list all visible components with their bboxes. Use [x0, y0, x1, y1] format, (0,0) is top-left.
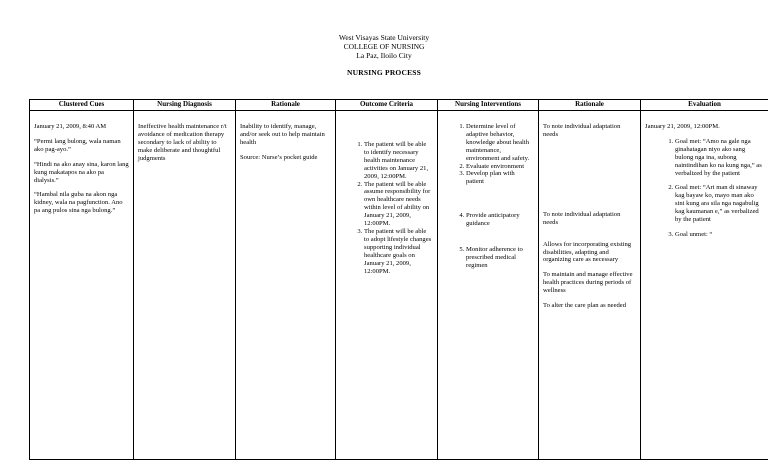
evaluation-cell [641, 111, 768, 460]
rationale-cell [236, 111, 336, 460]
university-name: West Visayas State University [338, 33, 430, 42]
column-header: Evaluation [641, 100, 768, 111]
outcome-item: 2. The patient will be able assume responsibility for own healthcare needs within level of ability on January 21, 2009, 12:00PM. [364, 181, 433, 228]
column-header: Rationale [236, 100, 336, 111]
intervention-rationale: To alter the care plan as needed [543, 302, 627, 310]
column-header: Rationale [539, 100, 641, 111]
nursing-process-table [29, 99, 768, 460]
cue-quote: “Permi lang bulong, wala naman ako pag-ayo.” [34, 137, 121, 153]
outcome-item: 3. The patient will be able to adopt lifestyle changes supporting individual healthcare goals on January 21, 2009, 12:00PM. [364, 228, 433, 275]
rationale-text: Inability to identify, manage, and/or seek out to help maintain health [240, 123, 325, 146]
nursing-diagnosis-cell [134, 111, 236, 460]
nursing-interventions-cell [438, 111, 539, 460]
college-name: COLLEGE OF NURSING [343, 42, 425, 51]
intervention-rationale: To note individual adaptation needs [543, 210, 621, 226]
outcome-item: 1. The patient will be able to identify necessary health maintenance activities on January 21, 2009, 12:00PM. [364, 141, 433, 181]
intervention-item: 1. Determine level of adaptive behavior, knowledge about health maintenance, environment and safety. [466, 123, 534, 163]
intervention-rationale: To maintain and manage effective health practices during periods of wellness [543, 271, 633, 295]
rationale-source: Source: Nurse’s pocket guide [240, 153, 318, 161]
intervention-rationale: Allows for incorporating existing disabilities, adapting and organizing care as necessary [543, 240, 632, 264]
outcome-criteria-cell [336, 111, 438, 460]
intervention-list [442, 123, 534, 270]
cues-date: January 21, 2009, 8:40 AM [34, 123, 107, 130]
intervention-rationale-cell [539, 111, 641, 460]
table-row [30, 111, 768, 460]
intervention-rationale: To note individual adaptation needs [543, 123, 621, 138]
evaluation-date: January 21, 2009, 12:00PM. [645, 123, 720, 130]
intervention-item: 5. Monitor adherence to prescribed medical regimen [466, 246, 534, 270]
evaluation-item: 3. Goal unmet: “ [675, 231, 764, 239]
intervention-item: 2. Evaluate environment [466, 163, 534, 171]
column-header: Nursing Interventions [438, 100, 539, 111]
diagnosis-text: Ineffective health maintenance r/t avoidance of medication therapy secondary to lack of ability to make deliberate and thoughtful judgments [138, 123, 227, 162]
cue-quote: “Hindi na ako anay sina, karon lang kung makatapos na ako pa dialysis.” [34, 160, 129, 184]
cue-quote: “Hambal nila guba na akon nga kidney, wala na pagfunction. Ano pa ang pulos sina nga bulong.” [34, 191, 123, 215]
table-header-row [30, 100, 768, 111]
document-title: NURSING PROCESS [346, 68, 422, 77]
column-header: Outcome Criteria [336, 100, 438, 111]
document-header [0, 33, 768, 77]
intervention-item: 3. Develop plan with patient [466, 170, 534, 186]
intervention-item: 4. Provide anticipatory guidance [466, 212, 534, 228]
outcome-list [340, 141, 433, 275]
column-header: Clustered Cues [30, 100, 134, 111]
evaluation-item: 1. Goal met: “Amo na gale nga ginahatagan niyo ako sang bulong nga ina, subong naintindihan ko na kung nga,” as verbalized by the patient [675, 138, 764, 178]
evaluation-list [645, 138, 764, 239]
evaluation-item: 2. Goal met: “Ari man di sinaway kag bayaw ko, mayo man ako sini kung ara sila nga nagabulig kag kaumanan e,” as verbalized by the patient [675, 184, 764, 224]
clustered-cues-cell [30, 111, 134, 460]
column-header: Nursing Diagnosis [134, 100, 236, 111]
college-location: La Paz, Iloilo City [356, 51, 412, 60]
